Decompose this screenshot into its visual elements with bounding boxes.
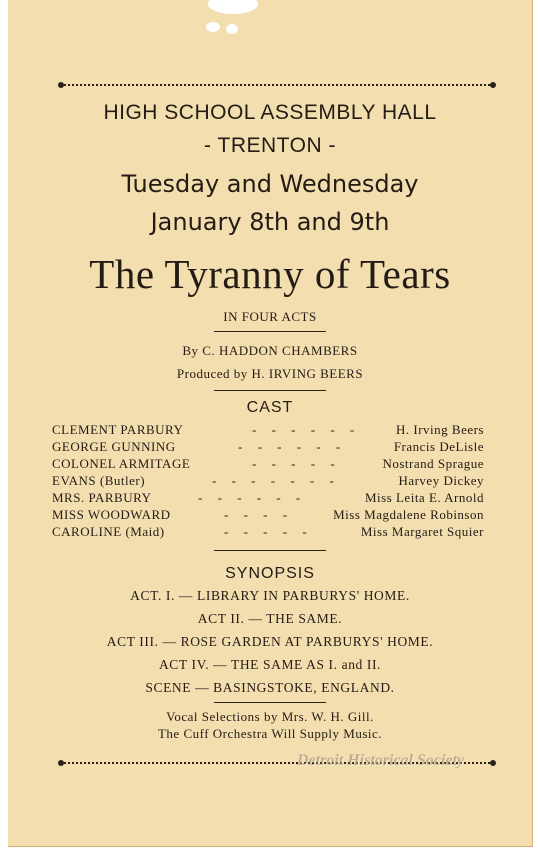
- divider: [214, 702, 326, 703]
- cast-actor: Miss Magdalene Robinson: [333, 507, 484, 522]
- cast-dashes: - - - - - -: [198, 490, 307, 505]
- cast-row: [52, 422, 484, 439]
- cast-row: [52, 507, 484, 524]
- synopsis-heading: SYNOPSIS: [225, 565, 315, 582]
- watermark: Detroit Historical Society: [297, 752, 465, 769]
- author-line: By C. HADDON CHAMBERS: [182, 343, 358, 358]
- play-title: The Tyranny of Tears: [89, 251, 451, 297]
- cast-actor: Miss Leita E. Arnold: [364, 490, 484, 505]
- tack-hole: [206, 22, 220, 32]
- orchestra-credit: The Cuff Orchestra Will Supply Music.: [157, 726, 383, 741]
- top-divider: [58, 82, 496, 88]
- program-sheet: [8, 0, 533, 847]
- torn-corner: [208, 0, 258, 14]
- cast-row: [52, 473, 484, 490]
- days-heading: Tuesday and Wednesday: [121, 170, 419, 198]
- cast-row: [52, 439, 484, 456]
- cast-role: GEORGE GUNNING: [52, 439, 176, 454]
- divider: [214, 550, 326, 551]
- town-heading: - TRENTON -: [204, 134, 336, 157]
- cast-dashes: - - - -: [224, 507, 294, 522]
- cast-role: MISS WOODWARD: [52, 507, 171, 522]
- cast-actor: Nostrand Sprague: [382, 456, 484, 471]
- tack-hole: [226, 24, 238, 34]
- synopsis-line: ACT IV. — THE SAME AS I. and II.: [158, 657, 382, 672]
- cast-actor: Francis DeLisle: [393, 439, 484, 454]
- cast-row: [52, 490, 484, 507]
- cast-actor: Harvey Dickey: [398, 473, 484, 488]
- synopsis-line: SCENE — BASINGSTOKE, ENGLAND.: [145, 680, 395, 695]
- cast-role: COLONEL ARMITAGE: [52, 456, 191, 471]
- cast-row: [52, 456, 484, 473]
- acts-note: IN FOUR ACTS: [223, 309, 317, 324]
- cast-role: CLEMENT PARBURY: [52, 422, 184, 437]
- divider: [214, 331, 326, 332]
- synopsis-line: ACT III. — ROSE GARDEN AT PARBURYS' HOME.: [106, 634, 434, 649]
- synopsis-line: ACT. I. — LIBRARY IN PARBURYS' HOME.: [130, 588, 410, 603]
- cast-actor: H. Irving Beers: [395, 422, 484, 437]
- cast-role: MRS. PARBURY: [52, 490, 152, 505]
- cast-dashes: - - - - - -: [238, 439, 347, 454]
- producer-line: Produced by H. IRVING BEERS: [176, 366, 364, 381]
- cast-role: EVANS (Butler): [52, 473, 146, 488]
- cast-dashes: - - - - -: [252, 456, 341, 471]
- cast-role: CAROLINE (Maid): [52, 524, 165, 539]
- vocal-credit: Vocal Selections by Mrs. W. H. Gill.: [166, 709, 374, 724]
- cast-row: [52, 524, 484, 541]
- cast-heading: CAST: [246, 399, 294, 416]
- dates-heading: January 8th and 9th: [150, 208, 390, 236]
- cast-dashes: - - - - -: [224, 524, 313, 539]
- cast-dashes: - - - - - -: [252, 422, 361, 437]
- cast-dashes: - - - - - - -: [212, 473, 340, 488]
- cast-actor: Miss Margaret Squier: [360, 524, 484, 539]
- synopsis-line: ACT II. — THE SAME.: [197, 611, 343, 626]
- venue-heading: HIGH SCHOOL ASSEMBLY HALL: [103, 101, 437, 124]
- divider: [214, 390, 326, 391]
